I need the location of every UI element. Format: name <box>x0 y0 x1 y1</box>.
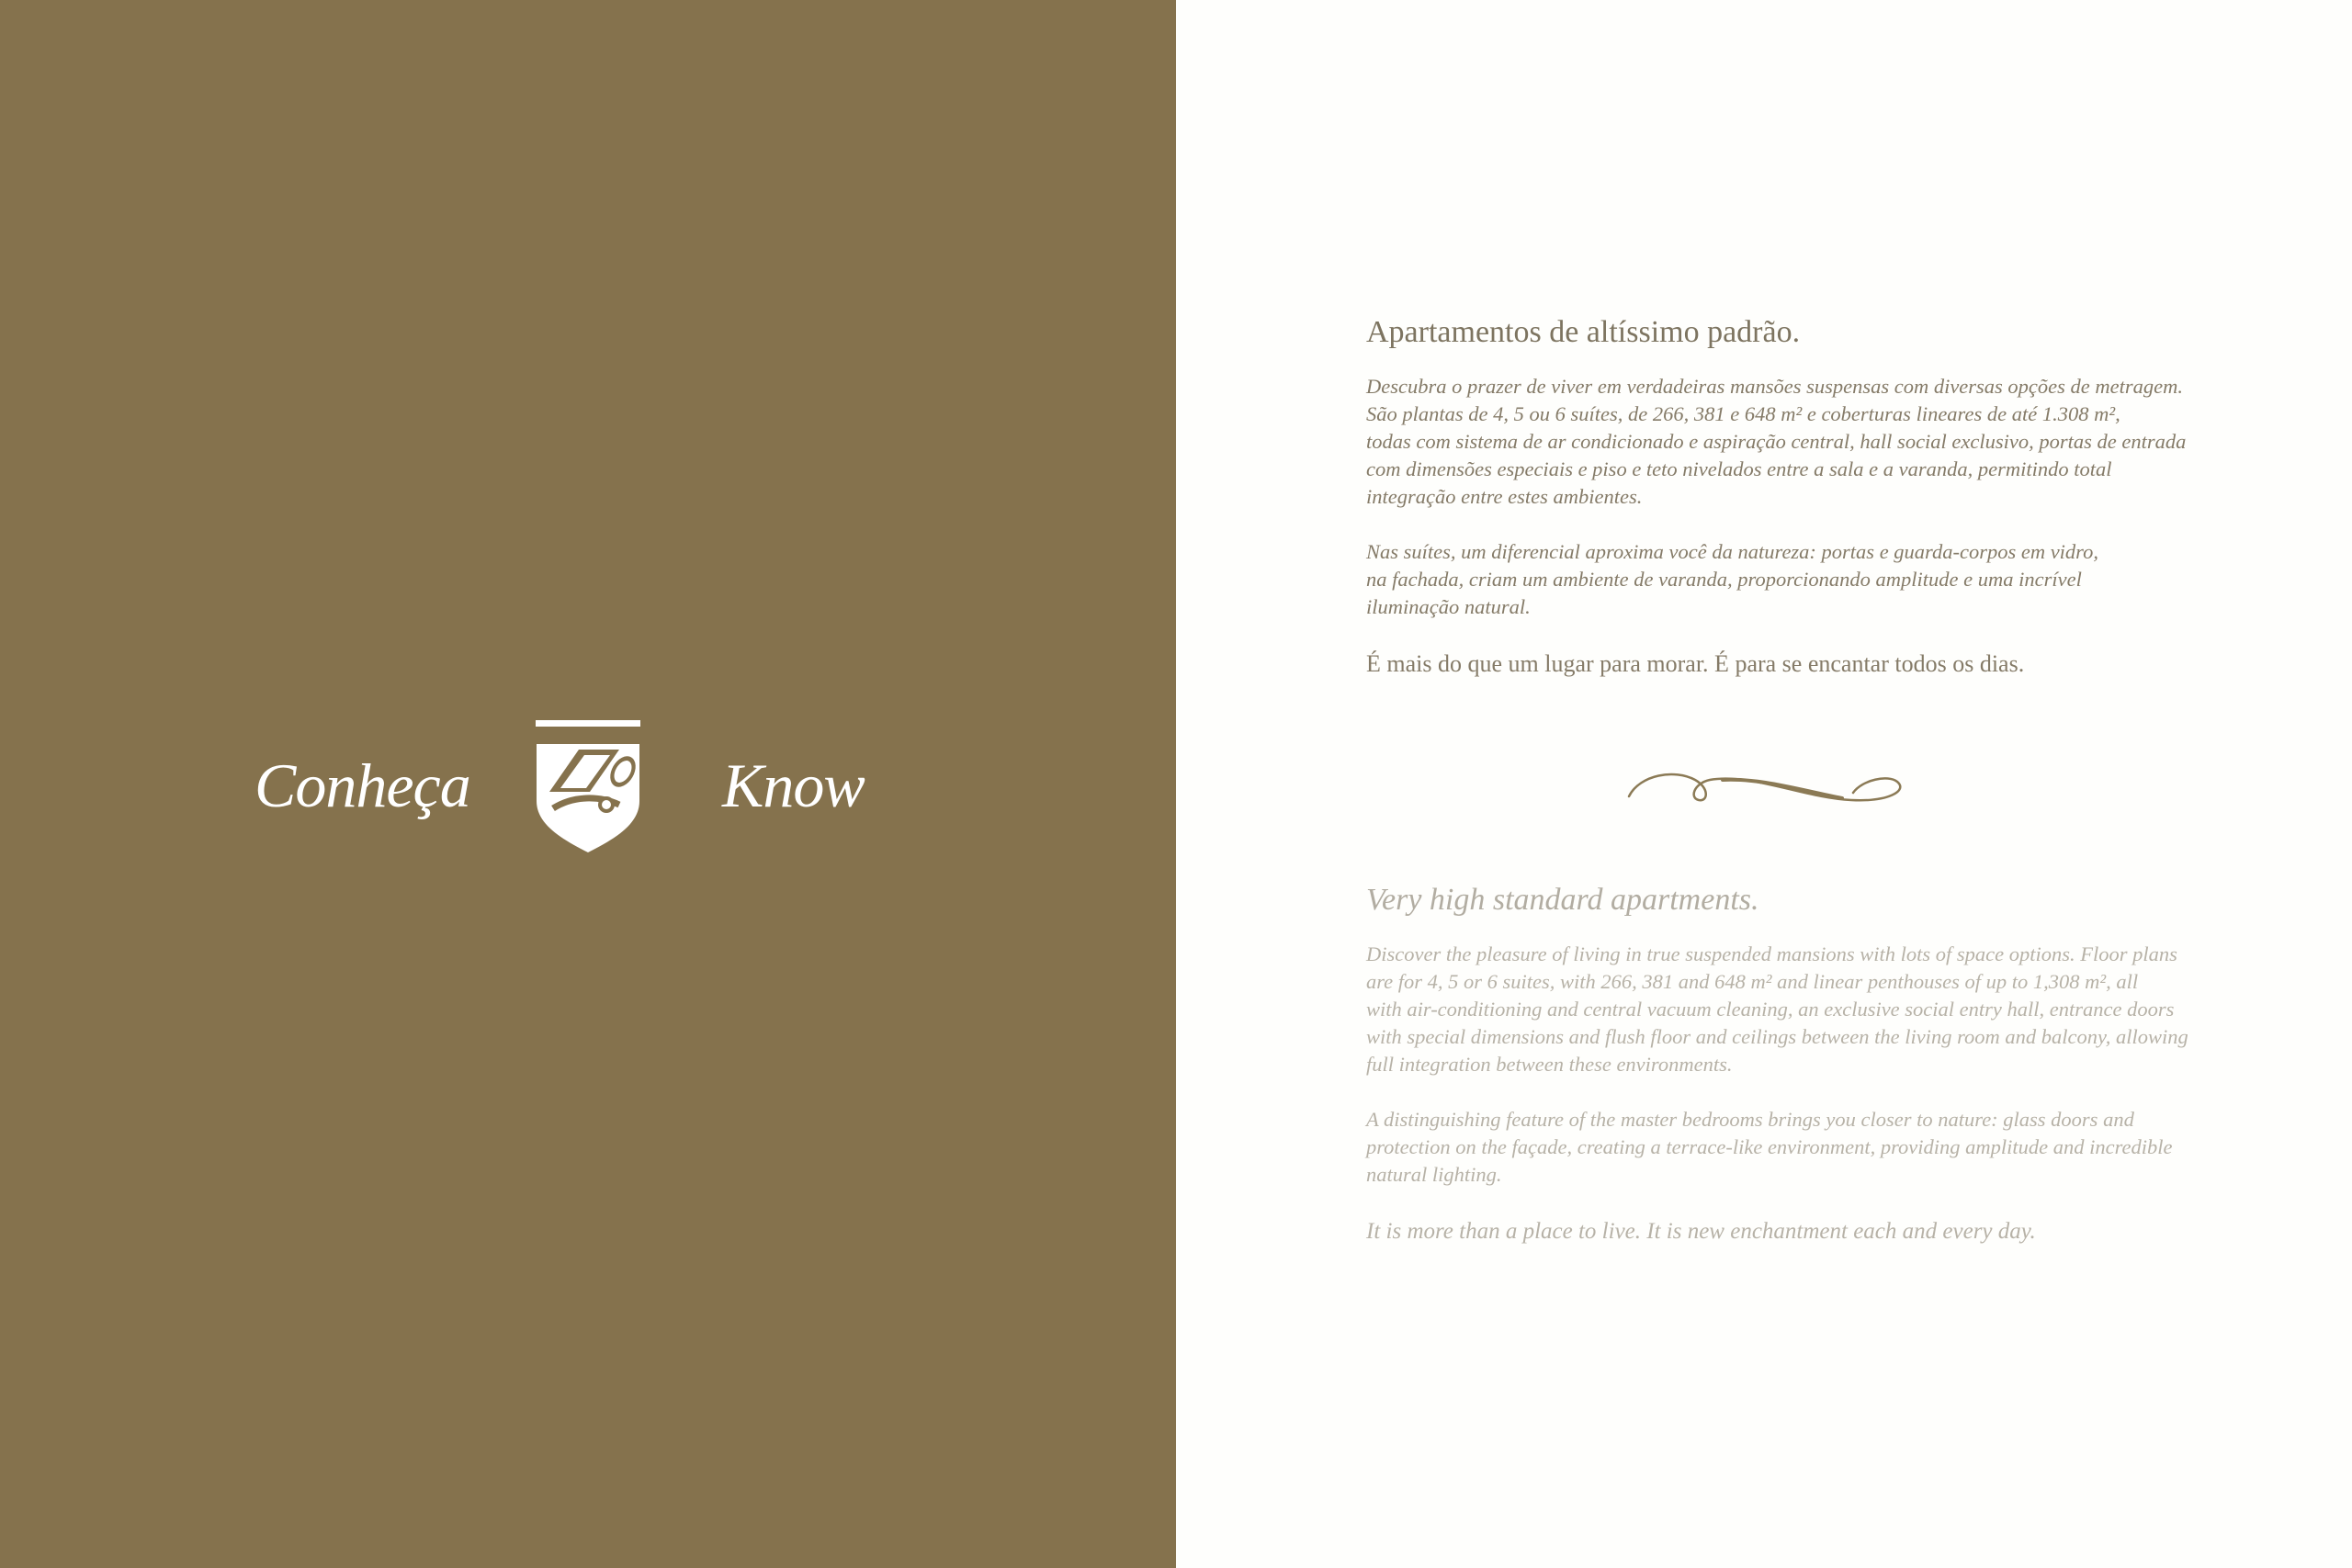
word-know: Know <box>722 750 865 820</box>
closing-english: It is more than a place to live. It is new enchantment each and every day. <box>1366 1219 2036 1244</box>
flourish-divider-icon <box>1622 758 1906 813</box>
word-conheca: Conheça <box>254 750 470 820</box>
paragraph-english-2: A distinguishing feature of the master bedrooms brings you closer to nature: glass doors and protection on the façade, creating a terrace-like environment, providing amplitude and incredible natural lighting. <box>1366 1108 2173 1186</box>
paragraph-portuguese-1: Descubra o prazer de viver em verdadeiras mansões suspensas com diversas opções de metragem. São plantas de 4, 5 ou 6 suítes, de 266, 381 e 648 m² e coberturas lineares de até 1.308 m², todas com sistema de ar condicionado e aspiração central, hall social exclusivo, portas de entrada com dimensões especiais e piso e teto nivelados entre a sala e a varanda, permitindo total integração entre estes ambientes. <box>1366 375 2187 508</box>
english-section <box>1366 880 2193 1247</box>
heading-portuguese: Apartamentos de altíssimo padrão. <box>1366 315 1801 349</box>
portuguese-section <box>1366 312 2193 680</box>
scroll-shield-icon <box>533 716 643 854</box>
paragraph-portuguese-2: Nas suítes, um diferencial aproxima você da natureza: portas e guarda-corpos em vidro, na fachada, criam um ambiente de varanda, proporcionando amplitude e uma incrível iluminação natural. <box>1366 540 2098 618</box>
paragraph-english-1: Discover the pleasure of living in true suspended mansions with lots of space options. Floor plans are for 4, 5 or 6 suites, with 266, 381 and 648 m² and linear penthouses of up to 1,308 m², all with air-conditioning and central vacuum cleaning, an exclusive social entry hall, entrance doors with special dimensions and flush floor and ceilings between the living room and balcony, allowing full integration between these environments. <box>1366 942 2188 1076</box>
heading-english: Very high standard apartments. <box>1366 883 1759 917</box>
closing-portuguese: É mais do que um lugar para morar. É para se encantar todos os dias. <box>1366 650 2025 677</box>
